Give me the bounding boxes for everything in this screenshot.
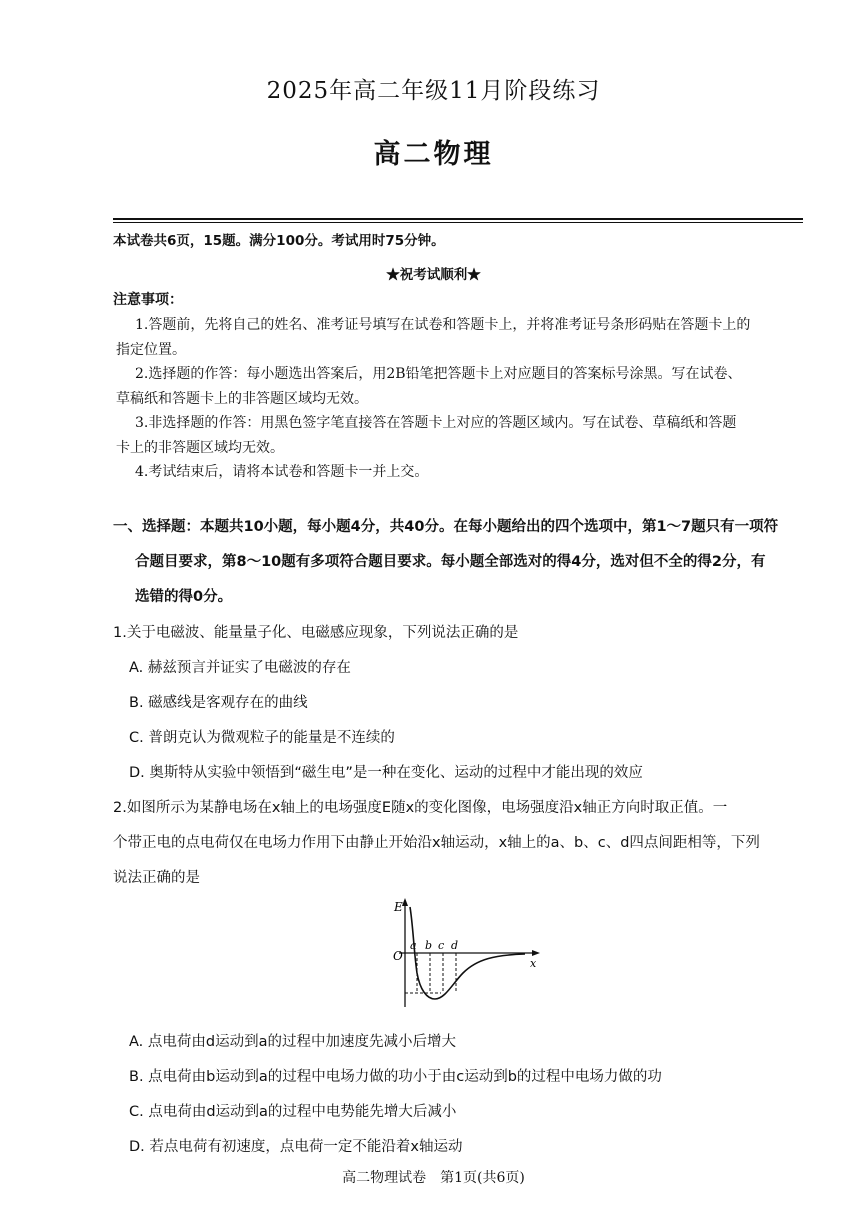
notice-line: 指定位置。: [116, 342, 186, 358]
question-2-stem: 说法正确的是: [113, 870, 200, 886]
notice-line: 3.非选择题的作答：用黑色签字笔直接答在答题卡上对应的答题区域内。写在试卷、草稿纸和答题: [135, 415, 737, 431]
question-2-option-d: D. 若点电荷有初速度，点电荷一定不能沿着x轴运动: [129, 1139, 463, 1155]
notice-line: 4.考试结束后，请将本试卷和答题卡一并上交。: [135, 464, 429, 480]
section-instructions: 一、选择题：本题共10小题，每小题4分，共40分。在每小题给出的四个选项中，第1～7题只有一项符: [113, 519, 779, 535]
question-2-option-b: B. 点电荷由b运动到a的过程中电场力做的功小于由c运动到b的过程中电场力做的功: [129, 1069, 662, 1085]
notice-heading: 注意事项：: [113, 292, 183, 308]
question-1-option-b: B. 磁感线是客观存在的曲线: [129, 695, 308, 711]
notice-line: 草稿纸和答题卡上的非答题区域均无效。: [116, 391, 368, 407]
point-label-a: a: [410, 939, 417, 952]
notice-line: 1.答题前，先将自己的姓名、准考证号填写在试卷和答题卡上，并将准考证号条形码贴在答题卡上的: [135, 317, 751, 333]
electric-field-graph: [385, 895, 555, 1015]
page-footer: 高二物理试卷 第1页(共6页): [342, 1170, 525, 1186]
x-axis-arrow: [532, 950, 540, 956]
point-label-c: c: [438, 939, 445, 952]
good-luck-banner: ★祝考试顺利★: [386, 267, 481, 283]
question-1-option-a: A. 赫兹预言并证实了电磁波的存在: [129, 660, 351, 676]
exam-info: 本试卷共6页，15题。满分100分。考试用时75分钟。: [113, 233, 445, 249]
question-1-option-c: C. 普朗克认为微观粒子的能量是不连续的: [129, 730, 395, 746]
question-1-stem: 1.关于电磁波、能量量子化、电磁感应现象，下列说法正确的是: [113, 625, 519, 641]
e-axis-label: E: [394, 900, 403, 914]
question-1-option-d: D. 奥斯特从实验中领悟到“磁生电”是一种在变化、运动的过程中才能出现的效应: [129, 765, 643, 781]
x-axis-label: x: [530, 957, 537, 970]
question-2-option-a: A. 点电荷由d运动到a的过程中加速度先减小后增大: [129, 1034, 456, 1050]
question-2-stem: 个带正电的点电荷仅在电场力作用下由静止开始沿x轴运动，x轴上的a、b、c、d四点间距相等，下列: [113, 835, 760, 851]
question-2-stem: 2.如图所示为某静电场在x轴上的电场强度E随x的变化图像，电场强度沿x轴正方向时取正值。一: [113, 800, 728, 816]
notice-line: 2.选择题的作答：每小题选出答案后，用2B铅笔把答题卡上对应题目的答案标号涂黑。写在试卷、: [135, 366, 742, 382]
header-divider-thin: [113, 222, 803, 223]
header-divider: [113, 218, 803, 220]
section-instructions: 合题目要求，第8～10题有多项符合题目要求。每小题全部选对的得4分，选对但不全的得2分，有: [135, 554, 766, 570]
point-label-b: b: [425, 939, 433, 952]
exam-title: 2025年高二年级11月阶段练习: [266, 78, 601, 104]
e-axis-arrow: [402, 898, 408, 906]
question-2-option-c: C. 点电荷由d运动到a的过程中电势能先增大后减小: [129, 1104, 457, 1120]
subject-title: 高二物理: [373, 139, 494, 170]
origin-label: O: [393, 949, 403, 963]
notice-line: 卡上的非答题区域均无效。: [116, 440, 284, 456]
section-instructions: 选错的得0分。: [135, 589, 233, 605]
point-label-d: d: [451, 939, 459, 952]
